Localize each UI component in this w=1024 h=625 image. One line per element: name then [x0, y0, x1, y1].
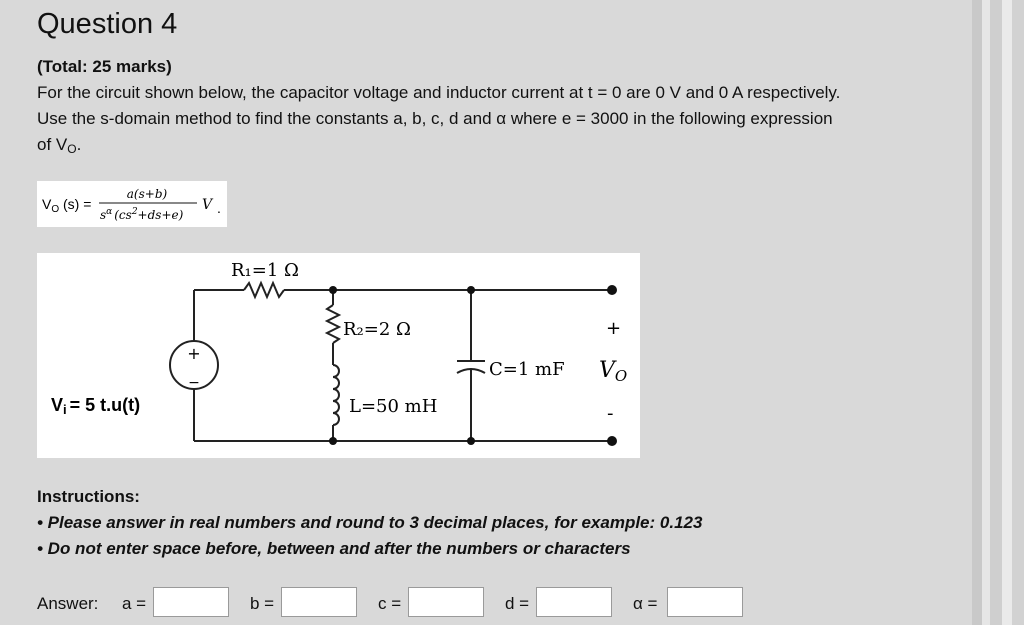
circuit-diagram [37, 253, 640, 458]
terminal-dot [607, 436, 617, 446]
source-plus: + [187, 344, 201, 363]
inductor-label: L=50 mH [349, 396, 438, 417]
question-title: Question 4 [37, 8, 178, 40]
question-text [37, 80, 917, 162]
answer-b-input[interactable] [281, 587, 357, 617]
output-minus: - [607, 403, 614, 424]
answer-alpha-input[interactable] [667, 587, 743, 617]
instructions-title: Instructions: [37, 487, 140, 506]
page-scroll-rail [982, 0, 990, 625]
page-scroll-rail [1002, 0, 1012, 625]
page-scroll-rail [1012, 0, 1024, 625]
node-dot [329, 437, 337, 445]
formula-lhs: $V_O$ (s) = [42, 196, 92, 215]
answer-a-input[interactable] [153, 587, 229, 617]
field-label-c: c = [378, 594, 402, 613]
instruction-item: • Please answer in real numbers and round to 3 decimal places, for example: 0.123 [37, 513, 703, 532]
vo-expression-image [37, 181, 227, 227]
question-text-line: of $V_O$. [37, 135, 82, 156]
terminal-dot [607, 285, 617, 295]
formula-period: . [217, 200, 221, 216]
answer-row [37, 586, 757, 618]
node-dot [329, 286, 337, 294]
field-label-a: a = [122, 594, 147, 613]
output-plus: + [606, 318, 622, 339]
answer-c-input[interactable] [408, 587, 484, 617]
field-label-b: b = [250, 594, 275, 613]
formula-unit: V [202, 197, 213, 213]
vo-label: VO [599, 358, 628, 385]
inductor [333, 365, 339, 425]
source-label: Vi = 5 t.u(t) [51, 395, 141, 417]
formula-denominator: $s^\alpha$ $(cs^2+ds+e)$ [100, 207, 184, 222]
question-text-line: For the circuit shown below, the capacitor voltage and inductor current at t = 0 are 0 V and 0 A respectively. [37, 83, 841, 102]
r2-resistor [327, 305, 339, 343]
capacitor-label: C=1 mF [489, 359, 565, 380]
r1-label: R₁=1 Ω [231, 260, 299, 281]
question-total-marks: (Total: 25 marks) [37, 57, 172, 76]
instruction-item: • Do not enter space before, between and after the numbers or characters [37, 539, 631, 558]
field-label-d: d = [505, 594, 530, 613]
answer-label: Answer: [37, 594, 99, 613]
node-dot [467, 437, 475, 445]
r1-resistor [244, 283, 284, 297]
page-scroll-rail [972, 0, 982, 625]
question-text-line: Use the s-domain method to find the constants a, b, c, d and α where e = 3000 in the following expression [37, 109, 833, 128]
source-minus: − [188, 375, 200, 391]
field-label-alpha: α = [633, 594, 658, 613]
page-scroll-rail [990, 0, 1002, 625]
node-dot [467, 286, 475, 294]
r2-label: R₂=2 Ω [343, 319, 411, 340]
answer-d-input[interactable] [536, 587, 612, 617]
formula-numerator: a(s+b) [126, 187, 168, 201]
